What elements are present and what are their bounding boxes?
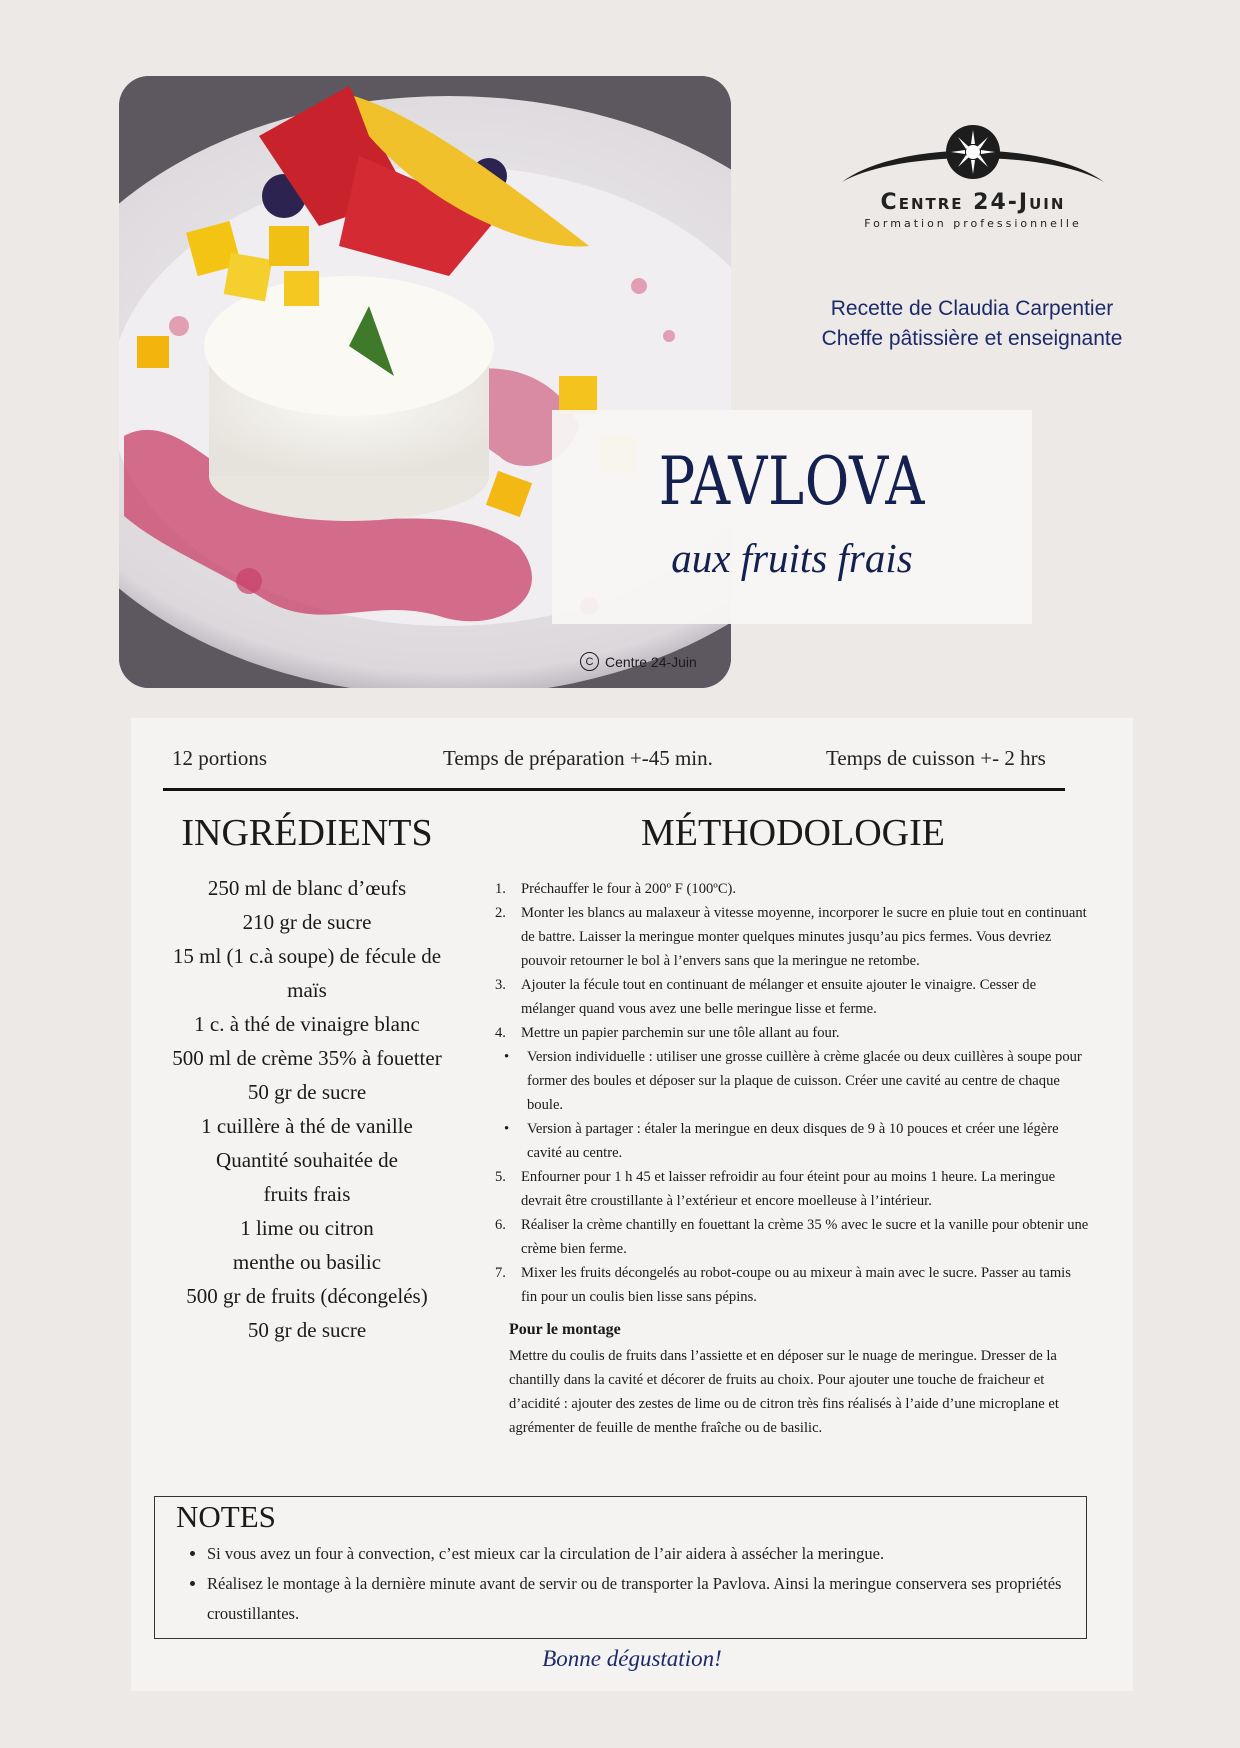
method-steps: [495, 877, 1089, 1309]
portions: 12 portions: [172, 746, 268, 770]
step-text: Enfourner pour 1 h 45 et laisser refroidir au four éteint pour au moins 1 heure. La meringue devrait être croustillante à l’extérieur et encore moelleuse à l’intérieur.: [521, 1169, 1056, 1209]
step-number: 3.: [495, 977, 506, 993]
notes-box: [154, 1496, 1087, 1639]
sun-logo-icon: [838, 122, 1108, 192]
step-text: Monter les blancs au malaxeur à vitesse moyenne, incorporer le sucre en pluie tout en continuant de battre. Laisser la meringue monter quelques minutes jusqu’au pics fermes. Vous devriez pouvoir retourner le bol à l’envers sans que la meringue ne retombe.: [521, 905, 1087, 969]
method-step: [504, 1117, 1089, 1165]
step-text: Préchauffer le four à 200º F (100ºC).: [521, 881, 737, 897]
ingredient-item: 50 gr de sucre: [247, 1080, 367, 1104]
method-section: [495, 877, 1089, 1440]
method-step: [495, 973, 1089, 1021]
method-step: [495, 1021, 1089, 1045]
montage-text: Mettre du coulis de fruits dans l’assiette et en déposer sur le nuage de meringue. Dresser de la chantilly dans la cavité et décorer de fruits au choix. Pour ajouter une touche de fraicheur et d’acidité : ajouter des zestes de lime ou de citron très fins réalisés à l’aide d’une microplane et agrémenter de feuille de menthe fraîche ou de basilic.: [509, 1348, 1059, 1436]
method-step: [495, 877, 1089, 901]
step-text: Version à partager : étaler la meringue en deux disques de 9 à 10 pouces et créer une légère cavité au centre.: [527, 1121, 1059, 1161]
step-text: Mixer les fruits décongelés au robot-coupe ou au mixeur à main avec le sucre. Passer au tamis fin pour un coulis bien lisse sans pépins.: [521, 1265, 1071, 1305]
ingredient-item: 15 ml (1 c.à soupe) de fécule de: [172, 944, 442, 968]
step-text: Réaliser la crème chantilly en fouettant la crème 35 % avec le sucre et la vanille pour obtenir une crème bien ferme.: [521, 1217, 1089, 1257]
prep-time: Temps de préparation +-45 min.: [443, 746, 713, 770]
notes-heading: NOTES: [176, 1499, 276, 1534]
notes-list: [183, 1539, 1089, 1629]
ingredient-item: menthe ou basilic: [232, 1250, 382, 1274]
step-text: Version individuelle : utiliser une grosse cuillère à crème glacée ou deux cuillères à soupe pour former des boules et déposer sur la plaque de cuisson. Créer une cavité au centre de chaque boule.: [527, 1049, 1082, 1113]
closing-line: Bonne dégustation!: [542, 1646, 722, 1671]
step-number: •: [504, 1049, 510, 1065]
recipe-subtitle: aux fruits frais: [671, 535, 913, 581]
ingredients-heading: INGRÉDIENTS: [181, 812, 433, 854]
cook-time: Temps de cuisson +- 2 hrs: [826, 746, 1046, 770]
method-heading: MÉTHODOLOGIE: [641, 812, 945, 854]
step-number: 2.: [495, 905, 506, 921]
ingredient-item: 1 cuillère à thé de vanille: [201, 1114, 413, 1138]
photo-credit-text: Centre 24-Juin: [605, 653, 697, 670]
step-number: 6.: [495, 1217, 506, 1233]
ingredient-item: 50 gr de sucre: [247, 1318, 367, 1342]
ingredient-item: 1 c. à thé de vinaigre blanc: [194, 1012, 420, 1036]
note-item: • Si vous avez un four à convection, c’est mieux car la circulation de l’air aidera à assécher la meringue.: [207, 1539, 1089, 1569]
ingredient-item: 250 ml de blanc d’œufs: [207, 876, 407, 900]
step-number: 4.: [495, 1025, 506, 1041]
title-box: [552, 410, 1032, 624]
author-name: Recette de Claudia Carpentier: [830, 297, 1114, 320]
method-step: [495, 1213, 1089, 1261]
copyright-icon: C: [580, 652, 599, 671]
brand-tagline: Formation professionnelle: [864, 217, 1082, 230]
montage-heading: Pour le montage: [509, 1321, 621, 1338]
step-number: 1.: [495, 881, 506, 897]
ingredient-item: fruits frais: [263, 1182, 351, 1206]
author-block: [790, 294, 1154, 354]
brand-name: Centre 24-Juin: [880, 190, 1066, 215]
step-number: 7.: [495, 1265, 506, 1281]
recipe-title: PAVLOVA: [658, 443, 926, 520]
method-step: [495, 1261, 1089, 1309]
step-text: Ajouter la fécule tout en continuant de mélanger et ensuite ajouter le vinaigre. Cesser de mélanger quand vous avez une belle meringue lisse et ferme.: [521, 977, 1037, 1017]
author-role: Cheffe pâtissière et enseignante: [821, 327, 1123, 350]
ingredient-item: Quantité souhaitée de: [216, 1148, 398, 1172]
ingredient-item: 210 gr de sucre: [242, 910, 372, 934]
note-item: • Réalisez le montage à la dernière minute avant de servir ou de transporter la Pavlova. Ainsi la meringue conservera ses propriétés croustillantes.: [207, 1569, 1089, 1629]
method-step: [495, 901, 1089, 973]
method-step: [495, 1165, 1089, 1213]
ingredients-list: [157, 871, 457, 1347]
divider: [163, 788, 1065, 791]
photo-credit: [580, 652, 697, 671]
step-text: Mettre un papier parchemin sur une tôle allant au four.: [521, 1025, 840, 1041]
method-step: [504, 1045, 1089, 1117]
brand-logo: [838, 122, 1108, 237]
step-number: •: [504, 1121, 510, 1137]
ingredient-item: 500 gr de fruits (décongelés): [186, 1284, 428, 1308]
step-number: 5.: [495, 1169, 506, 1185]
ingredient-item: 1 lime ou citron: [240, 1216, 374, 1240]
ingredient-item: 500 ml de crème 35% à fouetter: [172, 1046, 442, 1070]
ingredient-item: maïs: [287, 978, 327, 1002]
